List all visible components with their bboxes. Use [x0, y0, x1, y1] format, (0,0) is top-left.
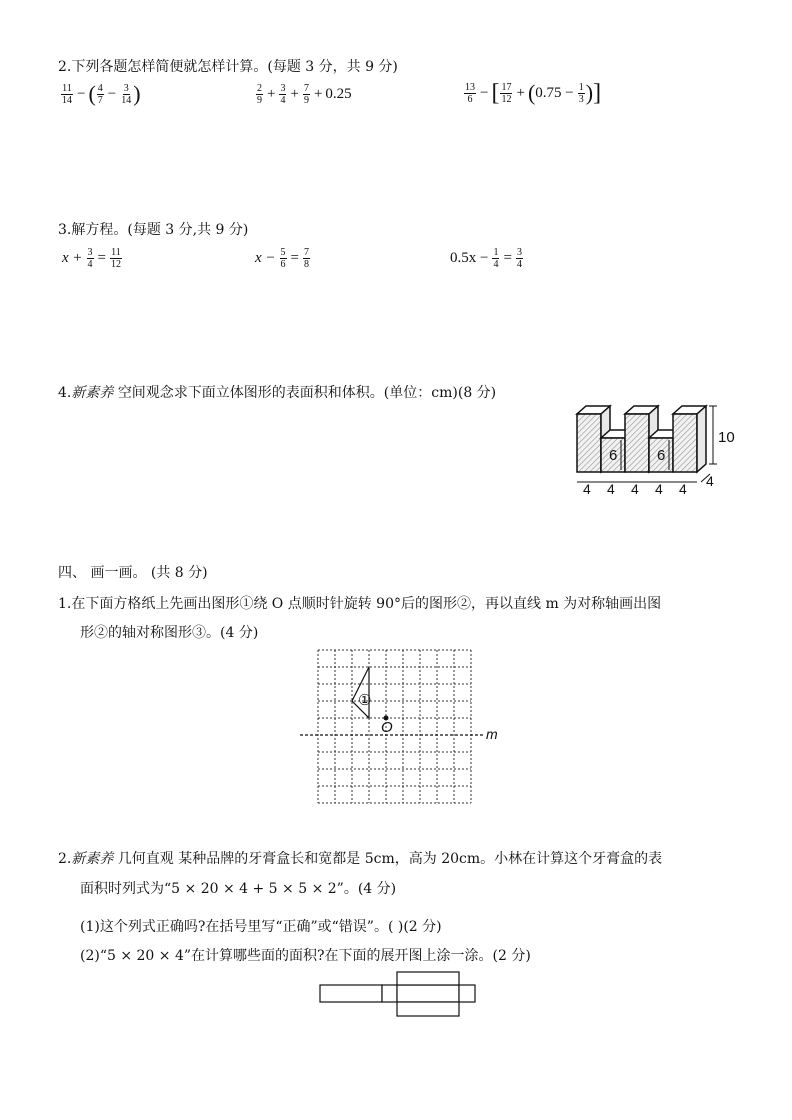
- dim-depth-4: 4: [706, 473, 714, 489]
- fraction: $\frac{2}{9}$: [257, 82, 262, 106]
- fraction: $\frac{17}{12}$: [501, 81, 512, 105]
- dim-height-10: 10: [718, 429, 735, 446]
- dim-height-6-right: 6: [657, 447, 666, 464]
- dim-width-4: 4: [583, 481, 591, 497]
- line-label-m: m: [486, 726, 498, 742]
- net-face[interactable]: [397, 1002, 459, 1016]
- tag-new-literacy: 新素养: [71, 385, 114, 401]
- dim-width-4: 4: [607, 481, 615, 497]
- section4-title: 四、 画一画。 (共 8 分): [58, 565, 208, 581]
- fraction: $\frac{3}{4}$: [516, 246, 522, 270]
- draw2-line1: 2.新素养 几何直观 某种品牌的牙膏盒长和宽都是 5cm，高为 20cm。小林在计算这个牙膏盒的表: [58, 851, 663, 867]
- q2-problem-3: $\frac{13}{6}$ − [ $\frac{17}{12}$ + ( 0.75 − $\frac{1}{3}$ ) ]: [465, 80, 602, 106]
- dim-width-4: 4: [679, 481, 687, 497]
- dim-width-4: 4: [631, 481, 639, 497]
- fraction: $\frac{11}{12}$: [111, 246, 121, 270]
- draw1-line2: 形②的轴对称图形③。(4 分): [80, 625, 259, 641]
- fraction: $\frac{4}{7}$: [97, 82, 103, 106]
- net-face[interactable]: [382, 985, 397, 1002]
- dim-height-6-left: 6: [609, 447, 618, 464]
- net-face[interactable]: [397, 972, 459, 985]
- grid-paper: [296, 646, 506, 808]
- net-face[interactable]: [320, 985, 382, 1002]
- q2-title: 2.下列各题怎样简便就怎样计算。(每题 3 分，共 9 分): [58, 59, 398, 75]
- fraction: $\frac{3}{14}$: [121, 82, 132, 106]
- fraction: $\frac{1}{3}$: [578, 81, 584, 105]
- q3-equation-3: 0.5x − $\frac{1}{4}$ = $\frac{3}{4}$: [450, 246, 522, 270]
- fraction: $\frac{13}{6}$: [465, 81, 475, 105]
- fraction: $\frac{3}{4}$: [87, 246, 93, 270]
- point-label-o: O: [381, 719, 393, 736]
- net-face[interactable]: [397, 985, 459, 1002]
- q2-problem-2: $\frac{2}{9}$ + $\frac{3}{4}$ + $\frac{7}{9}$ + 0.25: [257, 82, 352, 106]
- box-net: [316, 970, 480, 1020]
- fraction: $\frac{7}{8}$: [304, 246, 309, 270]
- solid-figure: [565, 400, 745, 498]
- draw2-sub2: (2)“5 × 20 × 4”在计算哪些面的面积?在下面的展开图上涂一涂。(2 分): [80, 948, 531, 964]
- draw2-line2: 面积时列式为“5 × 20 × 4 + 5 × 5 × 2”。(4 分): [80, 881, 397, 897]
- fraction: $\frac{5}{6}$: [280, 246, 286, 270]
- fraction: $\frac{3}{4}$: [280, 82, 286, 106]
- q4-text: 4.新素养 空间观念求下面立体图形的表面积和体积。(单位：cm)(8 分): [58, 385, 497, 401]
- tag-new-literacy: 新素养: [71, 851, 114, 867]
- draw2-sub1: (1)这个列式正确吗?在括号里写“正确”或“错误”。( )(2 分): [80, 919, 442, 935]
- q3-equation-2: x − $\frac{5}{6}$ = $\frac{7}{8}$: [255, 246, 309, 270]
- q3-equation-1: x + $\frac{3}{4}$ = $\frac{11}{12}$: [62, 246, 121, 270]
- fraction: $\frac{11}{14}$: [62, 82, 72, 106]
- dim-width-4: 4: [655, 481, 663, 497]
- fraction: $\frac{7}{9}$: [303, 82, 309, 106]
- net-face[interactable]: [459, 985, 475, 1002]
- q3-title: 3.解方程。(每题 3 分,共 9 分): [58, 222, 249, 238]
- fraction: $\frac{1}{4}$: [493, 246, 499, 270]
- draw1-line1: 1.在下面方格纸上先画出图形①绕 O 点顺时针旋转 90°后的图形②，再以直线 m 为对称轴画出图: [58, 596, 662, 612]
- shape-label: ①: [358, 692, 372, 709]
- q2-problem-1: $\frac{11}{14}$ − ( $\frac{4}{7}$ − $\frac{3}{14}$ ): [62, 81, 141, 106]
